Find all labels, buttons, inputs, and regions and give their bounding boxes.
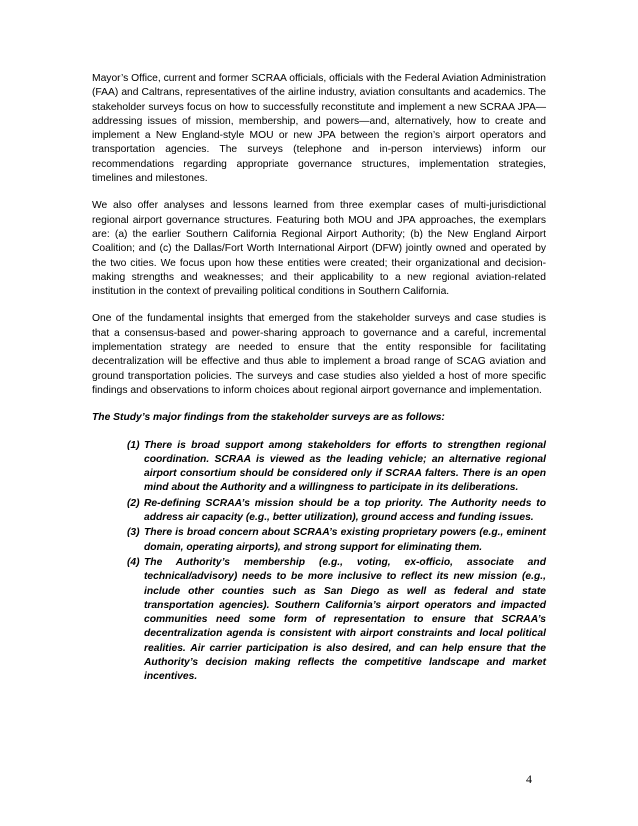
finding-number: (3) — [127, 527, 140, 539]
finding-item — [92, 497, 546, 526]
finding-number: (4) — [127, 556, 140, 568]
findings-heading: The Study’s major findings from the stakeholder surveys are as follows: — [92, 412, 445, 424]
page-number: 4 — [526, 772, 532, 786]
paragraph: Mayor’s Office, current and former SCRAA officials, officials with the Federal Aviation Administration (FAA) and Caltrans, representatives of the airline industry, aviation consultants and academics. The stakeholder surveys focus on how to successfully reconstitute and implement a new SCRAA JPA—addressing issues of mission, membership, and powers—and, alternatively, how to create and implement a New England-style MOU or new JPA between the region’s airport operators and transportation agencies. The surveys (telephone and in-person interviews) inform our recommendations regarding appropriate governance structures, implementation strategies, timelines and milestones. — [92, 73, 546, 185]
body-text — [92, 72, 546, 686]
finding-item — [92, 526, 546, 555]
findings-list — [92, 439, 546, 685]
finding-text: There is broad support among stakeholders for efforts to strengthen regional coordination. SCRAA is viewed as the leading vehicle; an alternative regional airport consortium should be considered only if SCRAA falters. There is an open mind about the Authority and a willingness to participate in its deliberations. — [144, 439, 546, 494]
finding-text: The Authority’s membership (e.g., voting, ex-officio, associate and technical/advisory) needs to be more inclusive to reflect its new mission (e.g., include other counties such as San Diego as well as federal and state transportation agencies). Southern California’s airport operators and impacted communities need some form of representation to ensure that SCRAA’s decentralization agenda is consistent with airport constraints and local political realities. Air carrier participation is also desired, and can help ensure that the Authority’s decision making reflects the competitive landscape and market incentives. — [144, 556, 546, 683]
finding-item — [92, 556, 546, 685]
finding-item — [92, 439, 546, 496]
finding-text: Re-defining SCRAA’s mission should be a top priority. The Authority needs to address air capacity (e.g., better utilization), ground access and funding issues. — [144, 497, 546, 524]
paragraph: We also offer analyses and lessons learned from three exemplar cases of multi-jurisdictional regional airport governance structures. Featuring both MOU and JPA approaches, the exemplars are: (a) the earlier Southern California Regional Airport Authority; (b) the New England Airport Coalition; and (c) the Dallas/Fort Worth International Airport (DFW) jointly owned and operated by the two cities. We focus upon how these entities were created; their organizational and decision-making strengths and weaknesses; and their applicability to a new regional aviation-related institution in the context of prevailing political conditions in Southern California. — [92, 200, 546, 298]
finding-text: There is broad concern about SCRAA’s existing proprietary powers (e.g., eminent domain, operating airports), and strong support for eliminating them. — [144, 527, 546, 553]
finding-number: (1) — [127, 439, 140, 451]
paragraph: One of the fundamental insights that emerged from the stakeholder surveys and case studies is that a consensus-based and power-sharing approach to governance and a careful, incremental implementation strategy are needed to ensure that the entity responsible for facilitating decentralization will be effective and thus able to implement a broad range of SCAG aviation and ground transportation policies. The surveys and case studies also yielded a host of more specific findings and observations to inform choices about regional airport governance and implementation. — [92, 313, 546, 396]
finding-number: (2) — [127, 497, 140, 509]
